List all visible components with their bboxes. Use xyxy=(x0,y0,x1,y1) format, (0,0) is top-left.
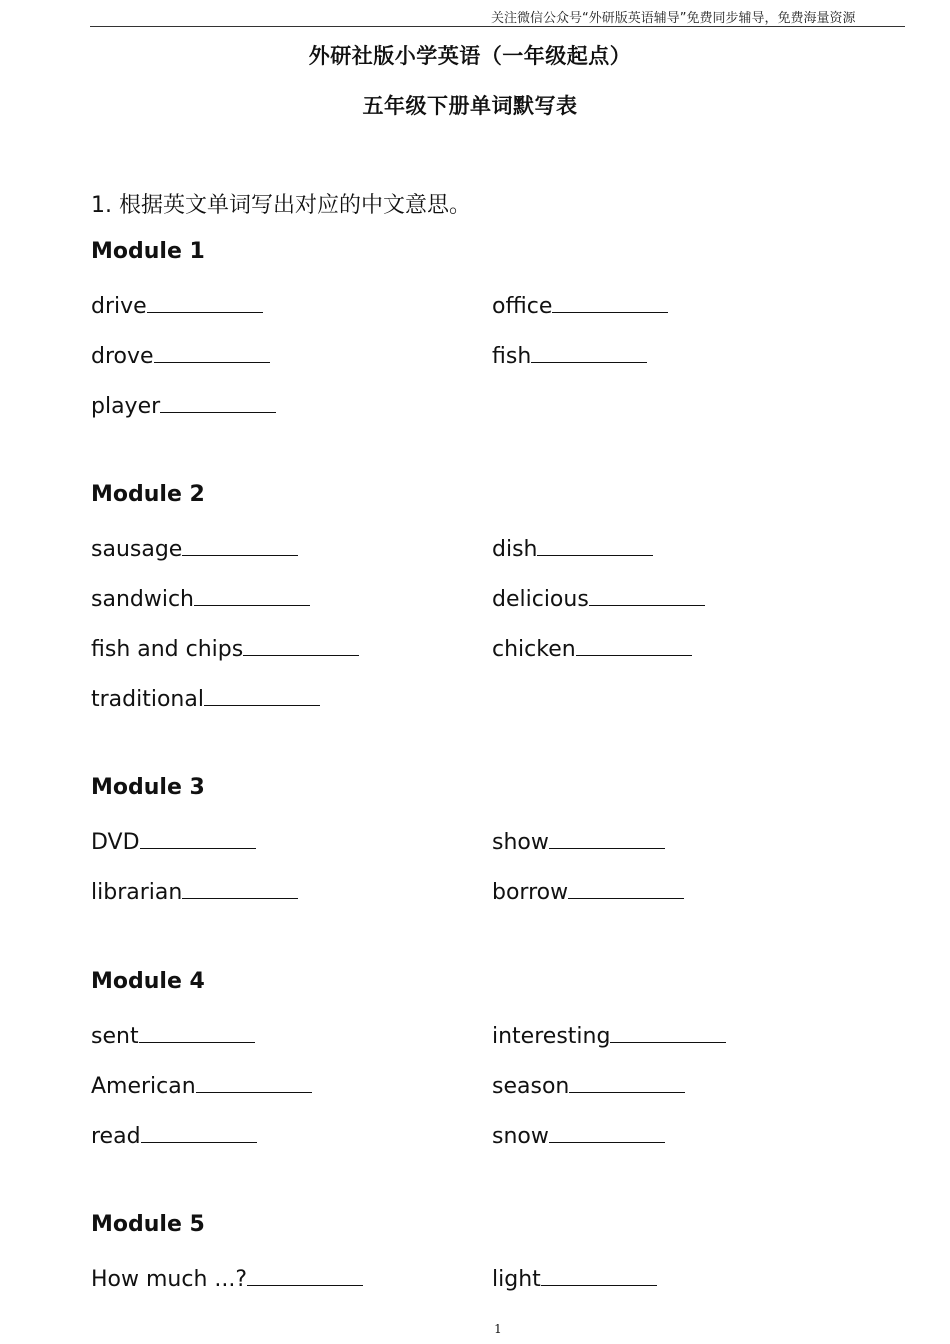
module-heading: Module 3 xyxy=(91,775,205,800)
vocabulary-word: borrow xyxy=(492,880,569,905)
exercise-instruction: 1. 根据英文单词写出对应的中文意思。 xyxy=(91,193,471,218)
answer-blank[interactable] xyxy=(243,631,359,656)
word-item xyxy=(91,581,492,631)
word-list xyxy=(91,824,891,924)
module-section xyxy=(91,774,891,924)
page-number: 1 xyxy=(494,1322,502,1336)
word-list xyxy=(91,1261,891,1311)
module-heading: Module 1 xyxy=(91,239,205,264)
answer-blank[interactable] xyxy=(204,681,320,706)
word-item xyxy=(492,1068,892,1118)
word-item xyxy=(492,631,892,681)
word-item xyxy=(492,1018,892,1068)
answer-blank[interactable] xyxy=(194,581,310,606)
module-heading: Module 4 xyxy=(91,969,205,994)
word-item xyxy=(91,288,492,338)
answer-blank[interactable] xyxy=(196,1068,312,1093)
word-item xyxy=(91,338,492,388)
answer-blank[interactable] xyxy=(568,874,684,899)
header-note: 关注微信公众号“外研版英语辅导”免费同步辅导，免费海量资源 xyxy=(491,11,856,26)
answer-blank[interactable] xyxy=(549,824,665,849)
word-item xyxy=(91,388,492,438)
answer-blank[interactable] xyxy=(552,288,668,313)
word-item xyxy=(91,1018,492,1068)
word-item xyxy=(492,338,892,388)
vocabulary-word: fish xyxy=(492,344,532,369)
word-item xyxy=(91,1261,492,1311)
document-subtitle: 五年级下册单词默写表 xyxy=(362,94,578,118)
answer-blank[interactable] xyxy=(141,1118,257,1143)
vocabulary-word: DVD xyxy=(91,830,140,855)
vocabulary-word: How much ...? xyxy=(91,1267,248,1292)
module-section xyxy=(91,968,891,1168)
vocabulary-word: snow xyxy=(492,1124,549,1149)
vocabulary-word: librarian xyxy=(91,880,183,905)
word-list xyxy=(91,288,891,438)
answer-blank[interactable] xyxy=(140,824,256,849)
vocabulary-word: American xyxy=(91,1074,196,1099)
word-item xyxy=(492,1261,892,1311)
vocabulary-word: drove xyxy=(91,344,154,369)
vocabulary-word: chicken xyxy=(492,637,576,662)
word-list xyxy=(91,531,891,731)
answer-blank[interactable] xyxy=(154,338,270,363)
module-section xyxy=(91,238,891,438)
answer-blank[interactable] xyxy=(147,288,263,313)
vocabulary-word: show xyxy=(492,830,549,855)
answer-blank[interactable] xyxy=(531,338,647,363)
answer-blank[interactable] xyxy=(610,1018,726,1043)
vocabulary-word: traditional xyxy=(91,687,204,712)
module-heading: Module 2 xyxy=(91,482,205,507)
vocabulary-word: sandwich xyxy=(91,587,194,612)
vocabulary-word: light xyxy=(492,1267,541,1292)
word-item xyxy=(492,824,892,874)
module-section xyxy=(91,481,891,731)
vocabulary-word: season xyxy=(492,1074,570,1099)
word-item xyxy=(492,288,892,338)
word-item xyxy=(91,531,492,581)
answer-blank[interactable] xyxy=(160,388,276,413)
word-item xyxy=(91,824,492,874)
word-item xyxy=(492,1118,892,1168)
word-item xyxy=(492,874,892,924)
vocabulary-word: interesting xyxy=(492,1024,611,1049)
vocabulary-word: sausage xyxy=(91,537,183,562)
vocabulary-word: drive xyxy=(91,294,147,319)
answer-blank[interactable] xyxy=(182,531,298,556)
module-section xyxy=(91,1211,891,1311)
word-list xyxy=(91,1018,891,1168)
word-item xyxy=(91,631,492,681)
word-item xyxy=(492,531,892,581)
vocabulary-word: read xyxy=(91,1124,141,1149)
answer-blank[interactable] xyxy=(182,874,298,899)
answer-blank[interactable] xyxy=(549,1118,665,1143)
word-item xyxy=(492,581,892,631)
vocabulary-word: player xyxy=(91,394,161,419)
answer-blank[interactable] xyxy=(541,1261,657,1286)
word-item xyxy=(91,1068,492,1118)
answer-blank[interactable] xyxy=(139,1018,255,1043)
answer-blank[interactable] xyxy=(589,581,705,606)
answer-blank[interactable] xyxy=(569,1068,685,1093)
answer-blank[interactable] xyxy=(537,531,653,556)
module-heading: Module 5 xyxy=(91,1212,205,1237)
vocabulary-word: fish and chips xyxy=(91,637,244,662)
vocabulary-word: dish xyxy=(492,537,538,562)
vocabulary-word: office xyxy=(492,294,553,319)
answer-blank[interactable] xyxy=(247,1261,363,1286)
word-item xyxy=(91,874,492,924)
document-title: 外研社版小学英语（一年级起点） xyxy=(308,44,632,68)
answer-blank[interactable] xyxy=(576,631,692,656)
vocabulary-word: sent xyxy=(91,1024,139,1049)
word-item xyxy=(91,1118,492,1168)
vocabulary-word: delicious xyxy=(492,587,589,612)
word-item xyxy=(91,681,492,731)
header-divider xyxy=(90,26,905,27)
